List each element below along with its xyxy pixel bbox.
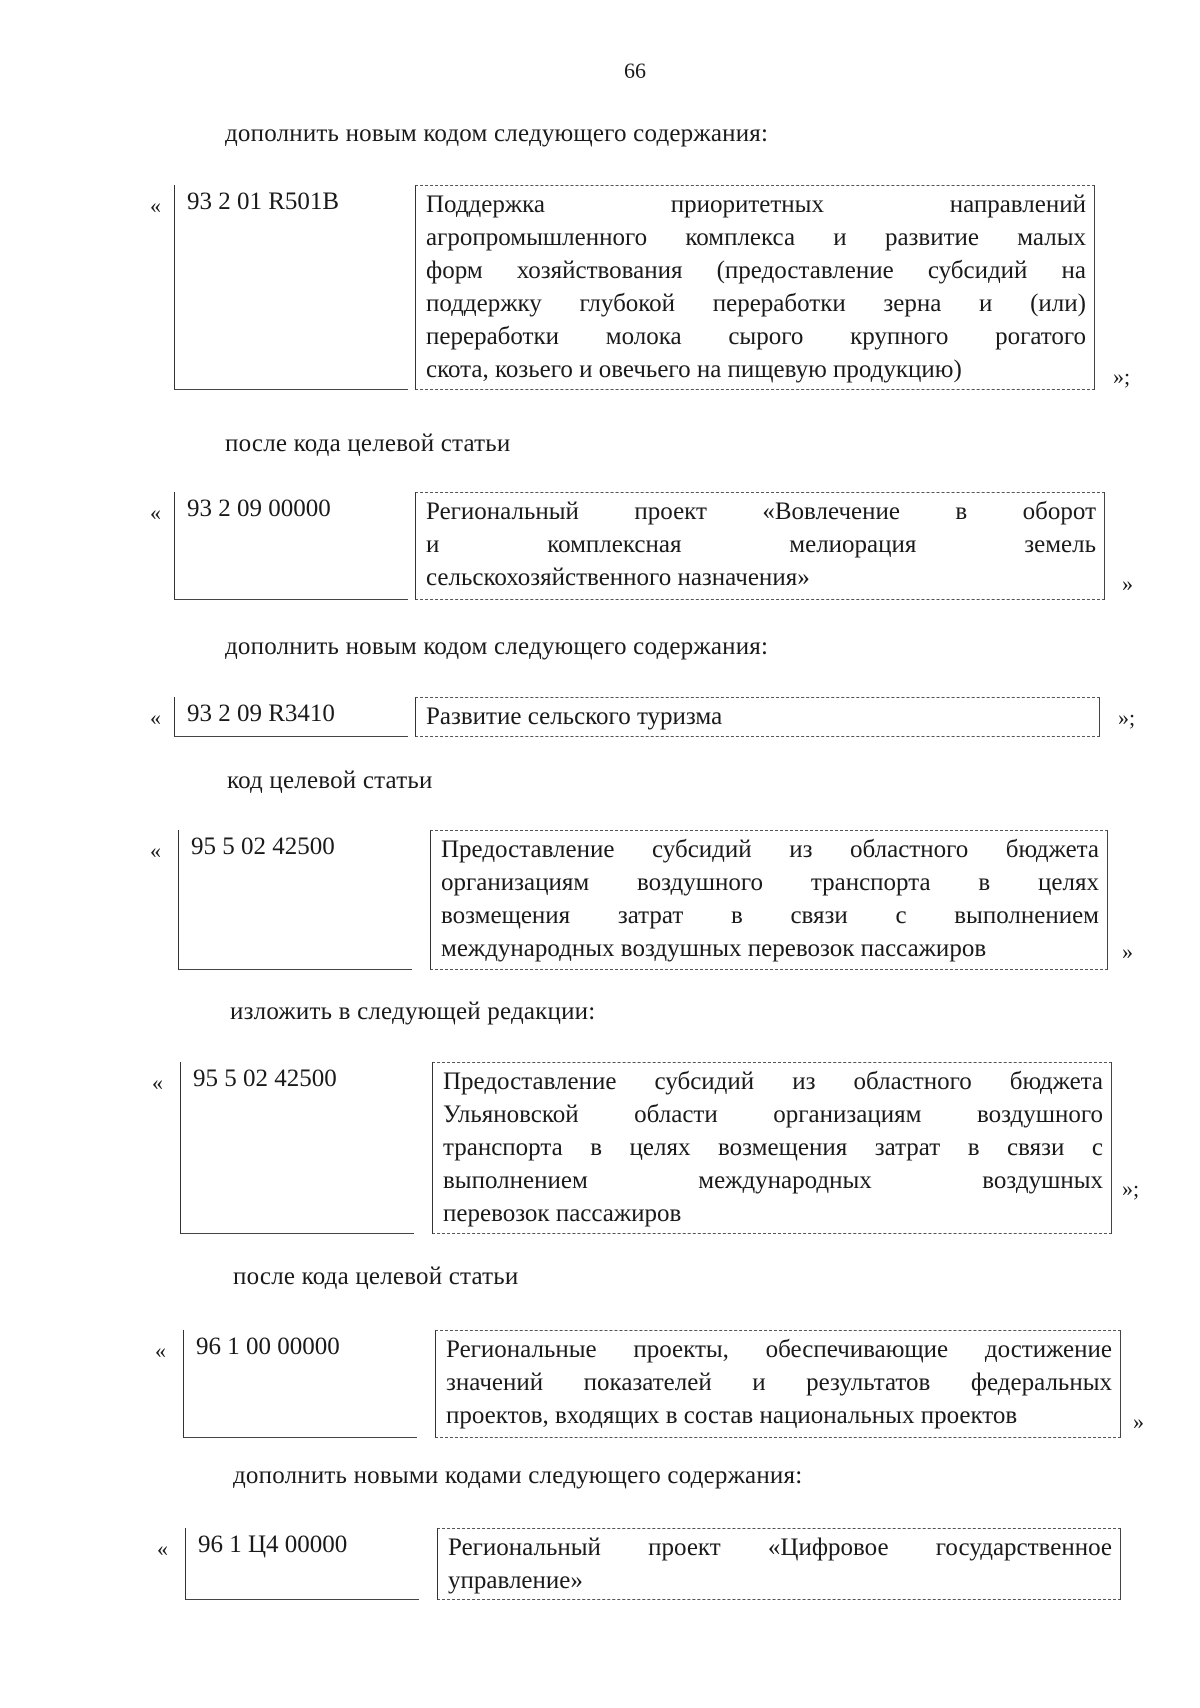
code-entry	[150, 830, 1150, 970]
description-cell	[415, 185, 1095, 390]
description-line: Региональный проект «Цифровое государственное	[448, 1534, 1112, 1561]
description-line: Предоставление субсидий из областного бюджета	[441, 836, 1099, 863]
description-line: перевозок пассажиров	[443, 1200, 682, 1227]
instruction-text: дополнить новым кодом следующего содержания:	[225, 633, 769, 660]
code-entry	[155, 1330, 1155, 1438]
close-quote: »;	[1122, 1176, 1140, 1201]
description-line: значений показателей и результатов федеральных	[446, 1369, 1112, 1396]
code-cell	[174, 697, 408, 737]
description-line: транспорта в целях возмещения затрат в связи с	[443, 1134, 1103, 1161]
close-quote: »	[1122, 571, 1133, 596]
description-cell	[415, 697, 1100, 737]
code-value: 95 5 02 42500	[191, 833, 335, 860]
description-cell	[432, 1062, 1112, 1234]
description-line: организациям воздушного транспорта в целях	[441, 869, 1099, 896]
open-quote: «	[152, 1070, 163, 1095]
open-quote: «	[150, 193, 161, 218]
instruction-text: код целевой статьи	[227, 767, 433, 794]
code-value: 96 1 Ц4 00000	[198, 1531, 348, 1558]
description-cell	[430, 830, 1108, 970]
description-line: выполнением международных воздушных	[443, 1167, 1103, 1194]
code-entry	[150, 492, 1150, 600]
open-quote: «	[150, 500, 161, 525]
instruction-text: изложить в следующей редакции:	[230, 998, 596, 1025]
description-line: скота, козьего и овечьего на пищевую продукцию)	[426, 356, 962, 383]
description-line: Ульяновской области организациям воздушного	[443, 1101, 1103, 1128]
instruction-text: после кода целевой статьи	[233, 1263, 519, 1290]
code-value: 96 1 00 00000	[196, 1333, 340, 1360]
close-quote: »	[1133, 1409, 1144, 1434]
code-entry	[157, 1528, 1157, 1600]
description-line: управление»	[448, 1567, 583, 1594]
instruction-text: дополнить новыми кодами следующего содержания:	[233, 1462, 803, 1489]
description-line: возмещения затрат в связи с выполнением	[441, 902, 1099, 929]
description-line: поддержку глубокой переработки зерна и (или)	[426, 290, 1086, 317]
instruction-text: дополнить новым кодом следующего содержания:	[225, 120, 769, 147]
code-cell	[180, 1062, 414, 1234]
description-line: сельскохозяйственного назначения»	[426, 564, 810, 591]
description-line: международных воздушных перевозок пассажиров	[441, 935, 987, 962]
description-line: проектов, входящих в состав национальных проектов	[446, 1402, 1018, 1429]
description-line: агропромышленного комплекса и развитие малых	[426, 224, 1086, 251]
description-line: Региональный проект «Вовлечение в оборот	[426, 498, 1096, 525]
code-entry	[150, 697, 1150, 737]
code-cell	[178, 830, 412, 970]
open-quote: «	[150, 705, 161, 730]
description-line: Региональные проекты, обеспечивающие достижение	[446, 1336, 1112, 1363]
instruction-text: после кода целевой статьи	[225, 430, 511, 457]
code-value: 95 5 02 42500	[193, 1065, 337, 1092]
code-cell	[185, 1528, 419, 1600]
description-line: Поддержка приоритетных направлений	[426, 191, 1086, 218]
description-line: переработки молока сырого крупного рогатого	[426, 323, 1086, 350]
open-quote: «	[157, 1536, 168, 1561]
description-cell	[435, 1330, 1121, 1438]
description-line: Предоставление субсидий из областного бюджета	[443, 1068, 1103, 1095]
open-quote: «	[155, 1338, 166, 1363]
code-value: 93 2 09 00000	[187, 495, 331, 522]
description-line: форм хозяйствования (предоставление субсидий на	[426, 257, 1086, 284]
close-quote: »	[1122, 939, 1133, 964]
description-line: и комплексная мелиорация земель	[426, 531, 1096, 558]
code-entry	[152, 1062, 1152, 1234]
code-entry	[150, 185, 1150, 390]
description-cell	[415, 492, 1105, 600]
code-value: 93 2 09 R3410	[187, 700, 335, 727]
code-value: 93 2 01 R501B	[187, 188, 340, 215]
open-quote: «	[150, 838, 161, 863]
code-cell	[183, 1330, 417, 1438]
code-cell	[174, 185, 408, 390]
description-cell	[437, 1528, 1121, 1600]
close-quote: »;	[1118, 705, 1136, 730]
page-number: 66	[624, 58, 646, 83]
description-line: Развитие сельского туризма	[426, 703, 723, 730]
close-quote: »;	[1113, 364, 1131, 389]
code-cell	[174, 492, 408, 600]
